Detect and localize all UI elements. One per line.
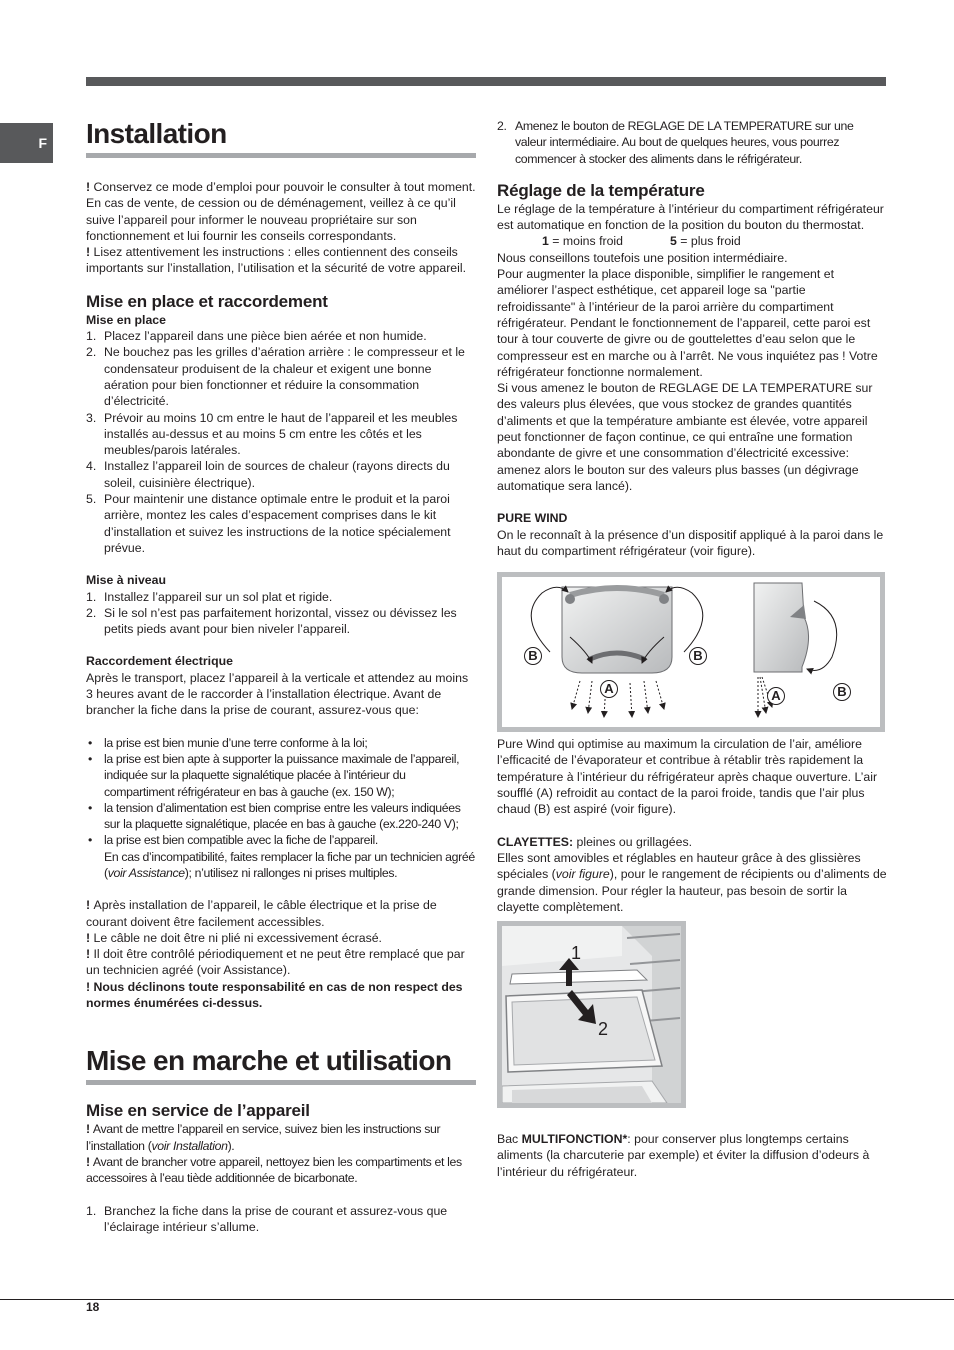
service-paragraph-2: ! Avant de brancher votre appareil, nettoyez bien les compartiments et les accessoires à l’eau tiède additionnée de bicarbonate. [86, 1154, 462, 1186]
intro-paragraph-2: ! Lisez attentivement les instructions : elles contiennent des conseils importants sur l’installation, l’utilisation et la sécurité de votre appareil. [86, 245, 467, 276]
list-item: • la prise est bien apte à supporter la puissance maximale de l’appareil, indiquée sur la plaquette signalétique placée à l’intérieur du compartiment réfrigérateur en bas à gauche (ex. 150 W); [86, 751, 476, 800]
warning-1: ! Après installation de l’appareil, le câble électrique et la prise de courant doivent être facilement accessibles. [86, 898, 437, 929]
list-item: 2. Amenez le bouton de REGLAGE DE LA TEMPERATURE sur une valeur intermédiaire. Au bout de quelques heures, vous pourrez commencer à stocker des aliments dans le réfrigérateur. [497, 119, 854, 166]
list-item: 1. Installez l’appareil sur un sol plat et rigide. [86, 589, 333, 604]
clayettes-text: Elles sont amovibles et réglables en hauteur grâce à des glissières spéciales (voir figure), pour le rangement de récipients ou d’aliments de grande dimension. Pour régler la hauteur, pas besoin de sortir la clayette complètement. [497, 850, 887, 914]
list-item: 1. Branchez la fiche dans la prise de courant et assurez-vous que l’éclairage intérieur s’allume. [86, 1203, 448, 1234]
pure-wind-figure [497, 572, 885, 732]
page-number: 18 [86, 1300, 100, 1314]
shelf-label-1: 1 [571, 943, 582, 964]
list-item: 2. Ne bouchez pas les grilles d’aération arrière : le compresseur et le condensateur produisent de la chaleur et exigent une bonne aération pour bien fonctionner et réduire la consommation d’électricité. [86, 345, 465, 409]
service-paragraph-1: ! Avant de mettre l’appareil en service, suivez bien les instructions sur l’installation (voir Installation). [86, 1122, 441, 1153]
subtitle-mise-en-place: Mise en place [86, 312, 166, 327]
pure-wind-title: PURE WIND [497, 511, 568, 526]
warning-4: ! Nous déclinons toute responsabilité en cas de non respect des normes énumérées ci-dessus. [86, 979, 463, 1011]
service-list [86, 1203, 476, 1236]
footer-rule [0, 1299, 954, 1300]
reglage-paragraph-2: Nous conseillons toutefois une position intermédiaire. [497, 250, 788, 265]
list-item: • la prise est bien munie d’une terre conforme à la loi; [86, 735, 476, 751]
mise-en-marche-title: Mise en marche et utilisation [86, 1045, 476, 1085]
label-b-side: B [833, 683, 851, 701]
section-title-service: Mise en service de l’appareil [86, 1101, 310, 1121]
warning-2: ! Le câble ne doit être ni plié ni excessivement écrasé. [86, 930, 382, 945]
top-bar [86, 77, 886, 86]
warning-3: ! Il doit être contrôlé périodiquement et ne peut être remplacé que par un technicien agréé (voir Assistance). [86, 947, 465, 978]
shelf-figure [497, 921, 686, 1108]
list-item: 1. Placez l’appareil dans une pièce bien aérée et non humide. [86, 329, 427, 344]
list-item: • la tension d’alimentation est bien comprise entre les valeurs indiquées sur la plaquette signalétique, placée en bas à gauche (ex.220-240 V); [86, 800, 476, 833]
clayettes-heading: CLAYETTES: pleines ou grillagées. [497, 834, 693, 849]
list-item: 4. Installez l’appareil loin de sources de chaleur (rayons directs du soleil, cuisinière électrique). [86, 459, 450, 490]
list-item: • la prise est bien compatible avec la fiche de l’appareil. En cas d’incompatibilité, faites remplacer la fiche par un technicien agréé (voir Assistance); n’utilisez ni rallonges ni prises multiples. [86, 832, 476, 881]
subtitle-raccordement: Raccordement électrique [86, 654, 233, 669]
reglage-paragraph-4: Si vous amenez le bouton de REGLAGE DE LA TEMPERATURE sur des valeurs plus élevées, que vous stockez de grandes quantités d’aliments et que la température ambiante est élevée, votre appareil peut fonctionner de façon continue, ce qui entraîne une formation abondante de givre et une consommation d’électricité excessive: amenez alors le bouton sur des valeurs plus basses (un dégivrage automatique sera lancé). [497, 381, 873, 493]
mise-a-niveau-list [86, 589, 476, 638]
section-title-placement: Mise en place et raccordement [86, 291, 328, 311]
raccordement-text: Après le transport, placez l’appareil à la verticale et attendez au moins 3 heures avant de le raccorder à l’installation électrique. Avant de brancher la fiche dans la prise de courant, assurez-vous que: [86, 670, 469, 718]
pure-wind-text: On le reconnaît à la présence d’un dispositif appliqué à la paroi dans le haut du compartiment réfrigérateur (voir figure). [497, 527, 884, 558]
list-item: 3. Prévoir au moins 10 cm entre le haut de l’appareil et les meubles installés au-dessus et au moins 5 cm entre les côtés et les meubles/parois latérales. [86, 410, 458, 458]
list-item: 2. Si le sol n’est pas parfaitement horizontal, vissez ou dévissez les petits pieds avant pour bien niveler l’appareil. [86, 605, 457, 637]
label-a-side: A [767, 687, 785, 705]
installation-title: Installation [86, 118, 476, 158]
raccordement-bullets [86, 735, 476, 882]
section-title-reglage: Réglage de la température [497, 180, 705, 200]
label-a-front: A [600, 680, 618, 698]
reglage-text: Le réglage de la température à l’intérieur du compartiment réfrigérateur est automatique en fonction de la position du bouton du thermostat. [497, 201, 884, 233]
right-column [497, 118, 887, 1180]
label-b-left: B [524, 647, 542, 665]
mise-en-place-list [86, 328, 476, 556]
service-list-continued [497, 118, 887, 167]
shelf-diagram-icon [502, 926, 681, 1103]
pure-wind-description: Pure Wind qui optimise au maximum la circulation de l’air, améliore l’efficacité de l’évaporateur et contribue à rétablir très rapidement la température à l’intérieur du réfrigérateur après chaque ouverture. L’air soufflé (A) refroidit au contact de la paroi froide, tandis que l’air plus chaud (B) est aspiré (voir figure). [497, 737, 878, 817]
thermostat-scale: 1 = moins froid 5 = plus froid [542, 234, 741, 249]
list-item: 5. Pour maintenir une distance optimale entre le produit et la paroi arrière, montez les cales d’espacement comprises dans le kit d’installation et suivez les instructions de la notice spécialement prévue. [86, 492, 451, 555]
label-b-right: B [689, 647, 707, 665]
shelf-label-2: 2 [598, 1019, 609, 1040]
intro-paragraph-1: ! Conservez ce mode d’emploi pour pouvoir le consulter à tout moment. En cas de vente, de cession ou de déménagement, veillez à ce qu’il suive l’appareil pour informer le nouveau propriétaire sur son fonctionnement et lui fournir les conseils correspondants. [86, 180, 476, 243]
language-tab: F [0, 123, 53, 163]
reglage-paragraph-3: Pour augmenter la place disponible, simplifier le rangement et améliorer l’aspect esthétique, cet appareil loge sa "partie refroidissante" à l’intérieur de la paroi arrière du compartiment réfrigérateur. Pendant le fonctionnement de l’appareil, cette paroi est tour à tour couverte de givre ou de gouttelettes d’eau selon que le compresseur est en marche ou à l’arrêt. Ne vous inquiétez pas ! Votre réfrigérateur fonctionne normalement. [497, 267, 878, 379]
bac-multifonction-text: Bac MULTIFONCTION*: pour conserver plus longtemps certains aliments (la charcuterie par exemple) et éviter la diffusion d’odeurs à l’intérieur du réfrigérateur. [497, 1132, 870, 1179]
left-column [86, 118, 476, 1235]
subtitle-mise-a-niveau: Mise à niveau [86, 573, 166, 588]
